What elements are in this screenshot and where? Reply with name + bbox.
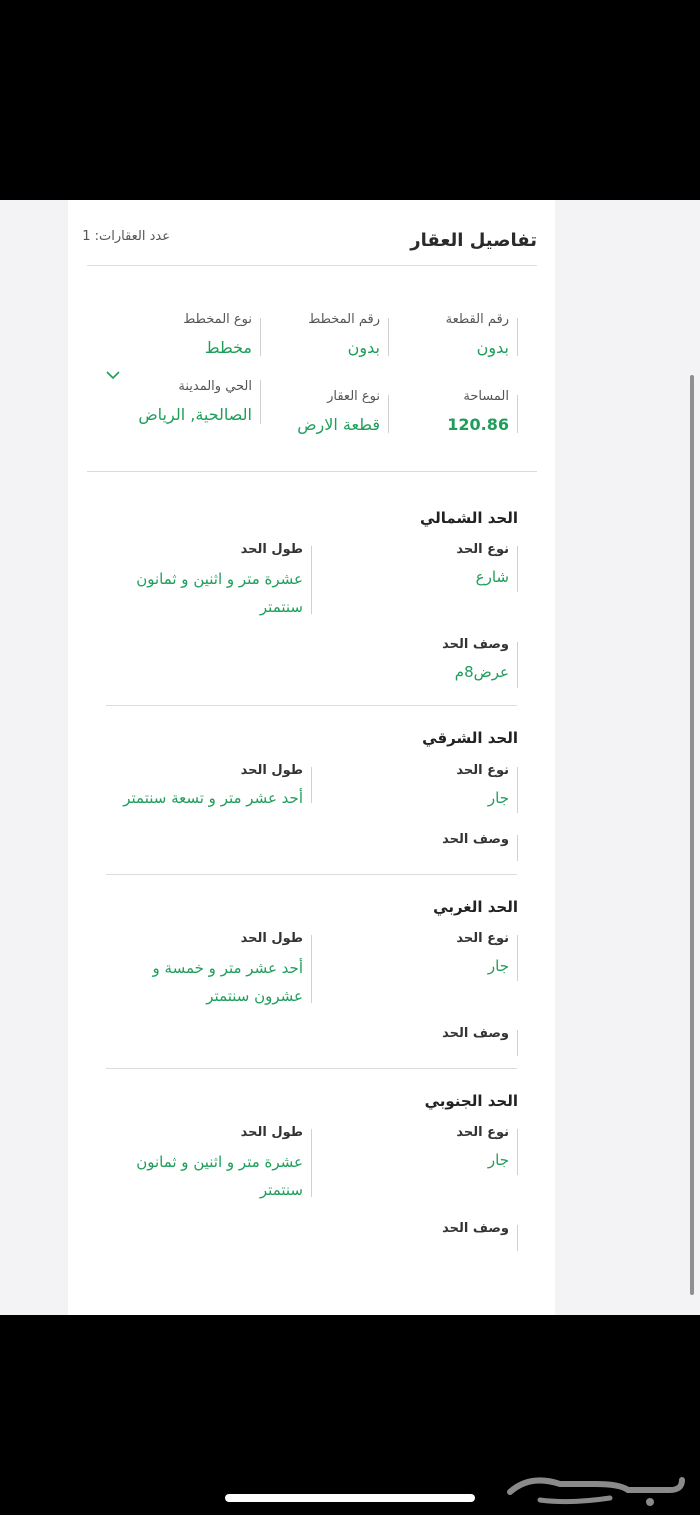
border-west-type-value: جار (487, 957, 509, 975)
border-east-length-value: أحد عشر متر و تسعة سنتمتر (123, 789, 303, 807)
border-west-title: الحد الغربي (433, 898, 518, 916)
border-east-desc-label: وصف الحد (442, 832, 509, 847)
haraj-logo-watermark (500, 1460, 690, 1510)
home-indicator[interactable] (225, 1494, 475, 1502)
border-west-length-value: أحد عشر متر و خمسة و عشرون سنتمتر (152, 959, 303, 1005)
border-west-length-label: طول الحد (240, 931, 303, 946)
page-title: تفاصيل العقار (410, 230, 537, 251)
border-north-length-value: عشرة متر و اثنين و ثمانون سنتمتر (136, 570, 303, 616)
field-divider (388, 318, 389, 356)
field-divider (311, 1129, 312, 1197)
border-east-title: الحد الشرقي (422, 729, 518, 747)
field-divider (388, 395, 389, 433)
border-south-type-label: نوع الحد (456, 1125, 509, 1140)
border-divider (106, 874, 517, 875)
border-south-length-value: عشرة متر و اثنين و ثمانون سنتمتر (136, 1153, 303, 1199)
border-west-desc-label: وصف الحد (442, 1026, 509, 1041)
district-city-label: الحي والمدينة (178, 379, 252, 394)
property-type-label: نوع العقار (327, 389, 380, 404)
area-value: 120.86 (447, 415, 509, 434)
field-divider (260, 318, 261, 356)
border-north-desc-value: عرض8م (454, 663, 509, 681)
property-count: عدد العقارات: 1 (82, 229, 170, 244)
border-north-desc-label: وصف الحد (442, 637, 509, 652)
border-east-type-value: جار (487, 789, 509, 807)
field-divider (517, 642, 518, 688)
border-north-type-label: نوع الحد (456, 542, 509, 557)
border-east-length-label: طول الحد (240, 763, 303, 778)
border-north-type-value: شارع (475, 568, 509, 586)
border-west-type-label: نوع الحد (456, 931, 509, 946)
field-divider (517, 935, 518, 981)
field-divider (311, 935, 312, 1003)
plan-number-value: بدون (347, 338, 380, 357)
district-city-value: الصالحية, الرياض (138, 405, 252, 424)
field-divider (517, 835, 518, 861)
area-label: المساحة (463, 389, 509, 404)
field-divider (260, 380, 261, 424)
field-divider (517, 318, 518, 356)
plan-type-value: مخطط (204, 338, 252, 357)
scrollbar[interactable] (690, 375, 694, 1295)
border-east-type-label: نوع الحد (456, 763, 509, 778)
border-north-length-label: طول الحد (240, 542, 303, 557)
border-south-desc-label: وصف الحد (442, 1221, 509, 1236)
field-divider (517, 1225, 518, 1251)
field-divider (517, 1129, 518, 1175)
header-divider (87, 265, 537, 266)
plan-type-label: نوع المخطط (183, 312, 252, 327)
plot-number-value: بدون (476, 338, 509, 357)
border-north-title: الحد الشمالي (419, 509, 518, 527)
field-divider (517, 767, 518, 813)
border-south-title: الحد الجنوبي (424, 1092, 518, 1110)
plan-number-label: رقم المخطط (308, 312, 380, 327)
border-divider (106, 1068, 517, 1069)
border-divider (106, 705, 517, 706)
field-divider (517, 395, 518, 433)
border-south-length-label: طول الحد (240, 1125, 303, 1140)
field-divider (517, 1030, 518, 1056)
plot-number-label: رقم القطعة (445, 312, 509, 327)
border-south-type-value: جار (487, 1151, 509, 1169)
chevron-down-icon[interactable] (106, 368, 120, 384)
summary-divider (87, 471, 537, 472)
field-divider (311, 546, 312, 614)
field-divider (517, 546, 518, 592)
field-divider (311, 767, 312, 803)
property-type-value: قطعة الارض (297, 415, 380, 434)
